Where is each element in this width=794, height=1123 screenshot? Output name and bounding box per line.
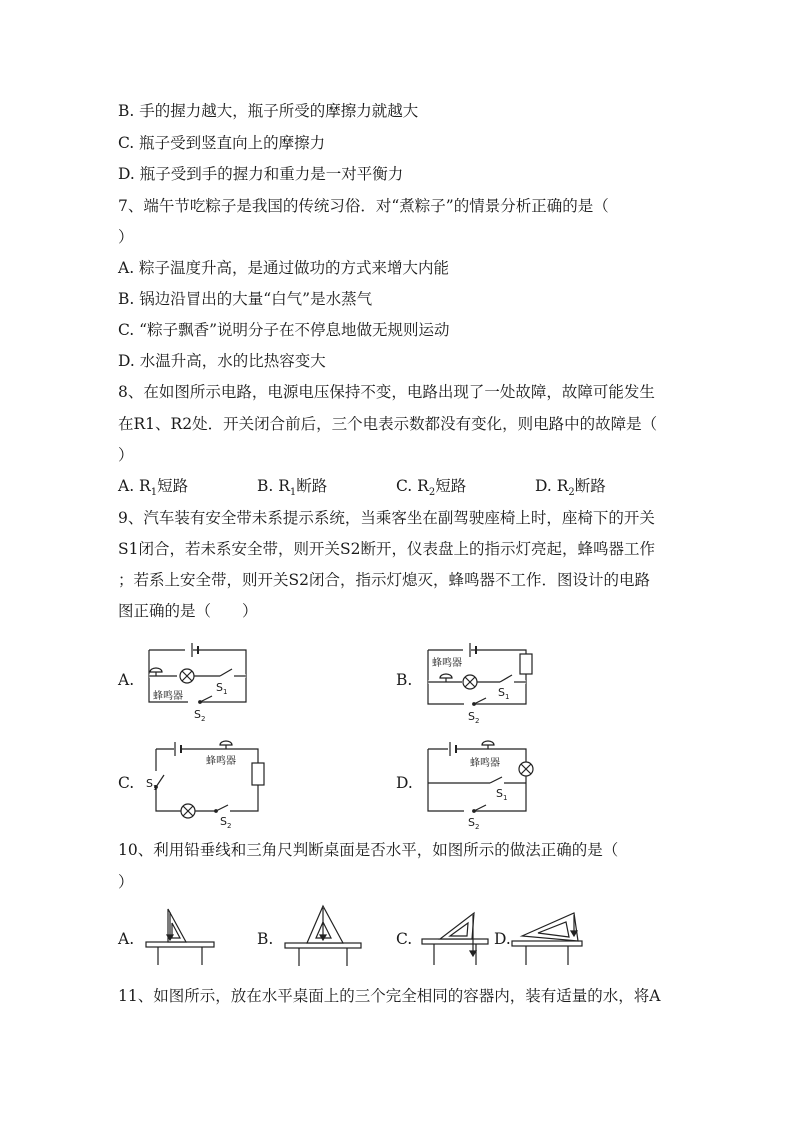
q7-option-c: C. “粽子飘香”说明分子在不停息地做无规则运动 xyxy=(118,321,450,339)
q9-label-a: A. xyxy=(118,671,135,689)
q10-label-d: D. xyxy=(494,930,511,948)
switch-s2-label-d: $S_2$ xyxy=(468,816,480,831)
level-test-figure-c xyxy=(418,905,494,967)
q6-option-d: D. 瓶子受到手的握力和重力是一对平衡力 xyxy=(118,165,404,183)
buzzer-label-b: 蜂鸣器 xyxy=(432,658,462,669)
q9-stem-line2: S1闭合，若未系安全带，则开关S2断开，仪表盘上的指示灯亮起，蜂鸣器工作 xyxy=(118,540,655,558)
q8-stem-line1: 8、在如图所示电路，电源电压保持不变，电路出现了一处故障，故障可能发生 xyxy=(118,383,655,401)
circuit-diagram-c xyxy=(140,733,270,829)
circuit-diagram-b xyxy=(420,632,540,724)
buzzer-label-d: 蜂鸣器 xyxy=(470,758,500,769)
q7-option-b: B. 锅边沿冒出的大量“白气”是水蒸气 xyxy=(118,290,373,308)
switch-s1-label-c: $S_1$ xyxy=(146,777,158,792)
circuit-diagram-d xyxy=(420,733,550,829)
q9-label-c: C. xyxy=(118,774,135,792)
q9-label-d: D. xyxy=(396,774,413,792)
q9-stem-line3: ；若系上安全带，则开关S2闭合，指示灯熄灭，蜂鸣器不工作．图设计的电路 xyxy=(118,571,650,589)
q7-stem-line1: 7、端午节吃粽子是我国的传统习俗．对“煮粽子”的情景分析正确的是（ xyxy=(118,197,609,215)
q11-stem-line1: 11、如图所示，放在水平桌面上的三个完全相同的容器内，装有适量的水，将A xyxy=(118,987,661,1005)
level-test-figure-a xyxy=(146,905,216,967)
q10-stem-line1: 10、利用铅垂线和三角尺判断桌面是否水平，如图所示的做法正确的是（ xyxy=(118,841,619,859)
level-test-figure-b xyxy=(285,902,365,968)
q8-option-b: B. $R_1$断路 xyxy=(257,477,328,499)
buzzer-label-a: 蜂鸣器 xyxy=(153,691,183,702)
switch-s2-label-a: $S_2$ xyxy=(194,708,206,723)
q7-option-d: D. 水温升高，水的比热容变大 xyxy=(118,352,326,370)
q8-stem-line2: 在R1、R2处．开关闭合前后，三个电表示数都没有变化，则电路中的故障是（ xyxy=(118,415,658,433)
switch-s2-label-c: $S_2$ xyxy=(220,815,232,830)
switch-s1-label-b: $S_1$ xyxy=(498,686,510,701)
q9-label-b: B. xyxy=(396,671,413,689)
q6-option-b: B. 手的握力越大，瓶子所受的摩擦力就越大 xyxy=(118,102,419,120)
circuit-diagram-a xyxy=(140,632,260,724)
q8-option-d: D. $R_2$断路 xyxy=(535,477,606,499)
q6-option-c: C. 瓶子受到竖直向上的摩擦力 xyxy=(118,134,326,152)
q10-label-b: B. xyxy=(257,930,274,948)
q8-option-a: A. $R_1$短路 xyxy=(118,477,189,499)
buzzer-label-c: 蜂鸣器 xyxy=(206,756,236,767)
q10-label-c: C. xyxy=(396,930,413,948)
q9-stem-line4: 图正确的是（ ） xyxy=(118,602,258,620)
q7-stem-line2: ） xyxy=(118,228,134,246)
q8-stem-line3: ） xyxy=(118,446,134,464)
level-test-figure-d xyxy=(508,905,590,967)
q8-option-c: C. $R_2$短路 xyxy=(396,477,467,499)
switch-s1-label-a: $S_1$ xyxy=(216,681,228,696)
q10-label-a: A. xyxy=(118,930,135,948)
q10-stem-line2: ） xyxy=(118,873,134,891)
switch-s1-label-d: $S_1$ xyxy=(496,787,508,802)
q9-stem-line1: 9、汽车装有安全带未系提示系统，当乘客坐在副驾驶座椅上时，座椅下的开关 xyxy=(118,509,655,527)
switch-s2-label-b: $S_2$ xyxy=(468,710,480,725)
q7-option-a: A. 粽子温度升高，是通过做功的方式来增大内能 xyxy=(118,259,450,277)
